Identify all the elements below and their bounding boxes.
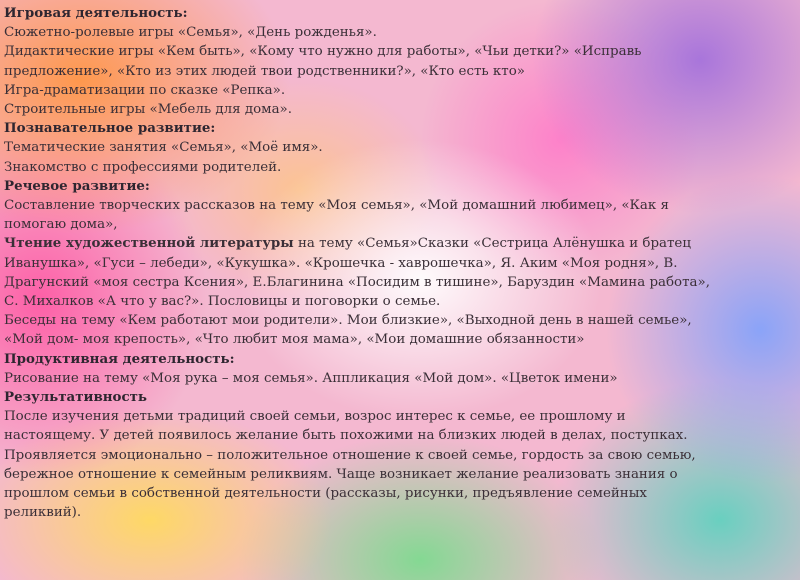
- text-line: Знакомство с профессиями родителей.: [4, 159, 282, 175]
- text-line: настоящему. У детей появилось желание быть похожими на близких людей в делах, поступках.: [4, 428, 688, 444]
- text-line: Сюжетно-ролевые игры «Семья», «День рожденья».: [4, 25, 377, 41]
- text-line: Проявляется эмоционально – положительное отношение к своей семье, гордость за свою семью,: [4, 447, 696, 463]
- text-line: После изучения детьми традиций своей семьи, возрос интерес к семье, ее прошлому и: [4, 409, 626, 425]
- text-line: Игра-драматизации по сказке «Репка».: [4, 82, 286, 98]
- text-line: Дидактические игры «Кем быть», «Кому что нужно для работы», «Чьи детки?» «Исправь: [4, 44, 642, 60]
- text-line: Строительные игры «Мебель для дома».: [4, 102, 293, 118]
- text-line: реликвий).: [4, 505, 82, 521]
- text-line: бережное отношение к семейным реликвиям. Чаще возникает желание реализовать знания о: [4, 466, 678, 482]
- text-line: Рисование на тему «Моя рука – моя семья». Аппликация «Мой дом». «Цветок имени»: [4, 370, 618, 386]
- text-line: прошлом семьи в собственной деятельности (рассказы, рисунки, предъявление семейных: [4, 486, 647, 502]
- text-line: С. Михалков «А что у вас?». Пословицы и поговорки о семье.: [4, 294, 441, 310]
- section-heading-speech: Речевое развитие:: [4, 177, 150, 194]
- section-heading-results: Результативность: [4, 389, 148, 406]
- text-line: Тематические занятия «Семья», «Моё имя».: [4, 140, 323, 156]
- text-line: Составление творческих рассказов на тему «Моя семья», «Мой домашний любимец», «Как я: [4, 198, 669, 214]
- section-heading-productive: Продуктивная деятельность:: [4, 350, 235, 367]
- reading-text: на тему «Семья»Сказки «Сестрица Алёнушка и братец: [293, 236, 691, 252]
- text-line: Иванушка», «Гуси – лебеди», «Кукушка». «Крошечка - хаврошечка», Я. Аким «Моя родня», В.: [4, 255, 678, 271]
- reading-heading: Чтение художественной литературы: [4, 235, 294, 252]
- section-heading-cognitive: Познавательное развитие:: [4, 120, 216, 137]
- text-line: предложение», «Кто из этих людей твои родственники?», «Кто есть кто»: [4, 63, 525, 79]
- text-line: помогаю дома»,: [4, 217, 118, 233]
- slide-text: [4, 4, 790, 522]
- text-line: «Мой дом- моя крепость», «Что любит моя мама», «Мои домашние обязанности»: [4, 332, 585, 348]
- reading-line: [4, 234, 790, 253]
- section-heading-play: Игровая деятельность:: [4, 5, 188, 21]
- text-line: Беседы на тему «Кем работают мои родители». Мои близкие», «Выходной день в нашей семье»,: [4, 313, 692, 329]
- text-line: Драгунский «моя сестра Ксения», Е.Благинина «Посидим в тишине», Баруздин «Мамина работа»,: [4, 274, 710, 290]
